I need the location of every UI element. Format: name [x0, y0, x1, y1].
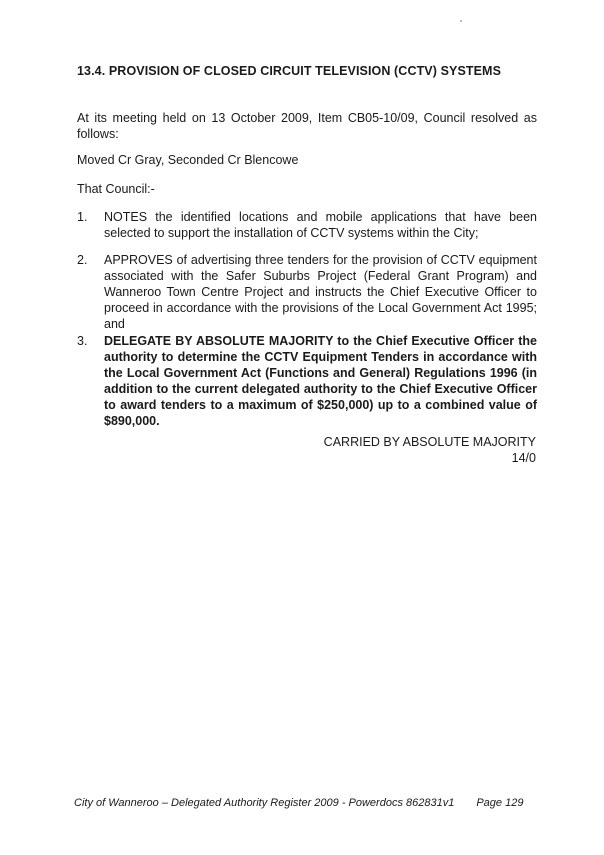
that-council-line: That Council:- [77, 182, 155, 196]
moved-seconded-line: Moved Cr Gray, Seconded Cr Blencowe [77, 153, 299, 167]
item-number: 3. [77, 334, 88, 348]
section-heading: 13.4. PROVISION OF CLOSED CIRCUIT TELEVISION (CCTV) SYSTEMS [77, 64, 502, 78]
page-number: Page 129 [476, 797, 524, 809]
item-text: NOTES the identified locations and mobile applications that have been selected to support the installation of CCTV systems within the City; [104, 210, 537, 240]
carried-label: CARRIED BY ABSOLUTE MAJORITY [323, 435, 536, 449]
footer-source: City of Wanneroo – Delegated Authority Register 2009 - Powerdocs 862831v1 [74, 797, 455, 809]
intro-paragraph: At its meeting held on 13 October 2009, Item CB05-10/09, Council resolved as follows: [77, 111, 537, 141]
motion-result [324, 434, 536, 466]
item-number: 1. [77, 210, 88, 224]
scan-speck [460, 20, 462, 22]
item-number: 2. [77, 253, 88, 267]
vote-count: 14/0 [511, 451, 536, 465]
page-footer [74, 797, 523, 809]
item-text: APPROVES of advertising three tenders for the provision of CCTV equipment associated with the Safer Suburbs Project (Federal Grant Program) and Wanneroo Town Centre Project and instructs the Chief Executive Officer to proceed in accordance with the provisions of the Local Government Act 1995; and [104, 253, 537, 331]
item-text: DELEGATE BY ABSOLUTE MAJORITY to the Chief Executive Officer the authority to determine the CCTV Equipment Tenders in accordance with the Local Government Act (Functions and General) Regulations 1996 (in addition to the current delegated authority to the Chief Executive Officer to award tenders to a maximum of $250,000) up to a combined value of $890,000. [104, 334, 537, 428]
